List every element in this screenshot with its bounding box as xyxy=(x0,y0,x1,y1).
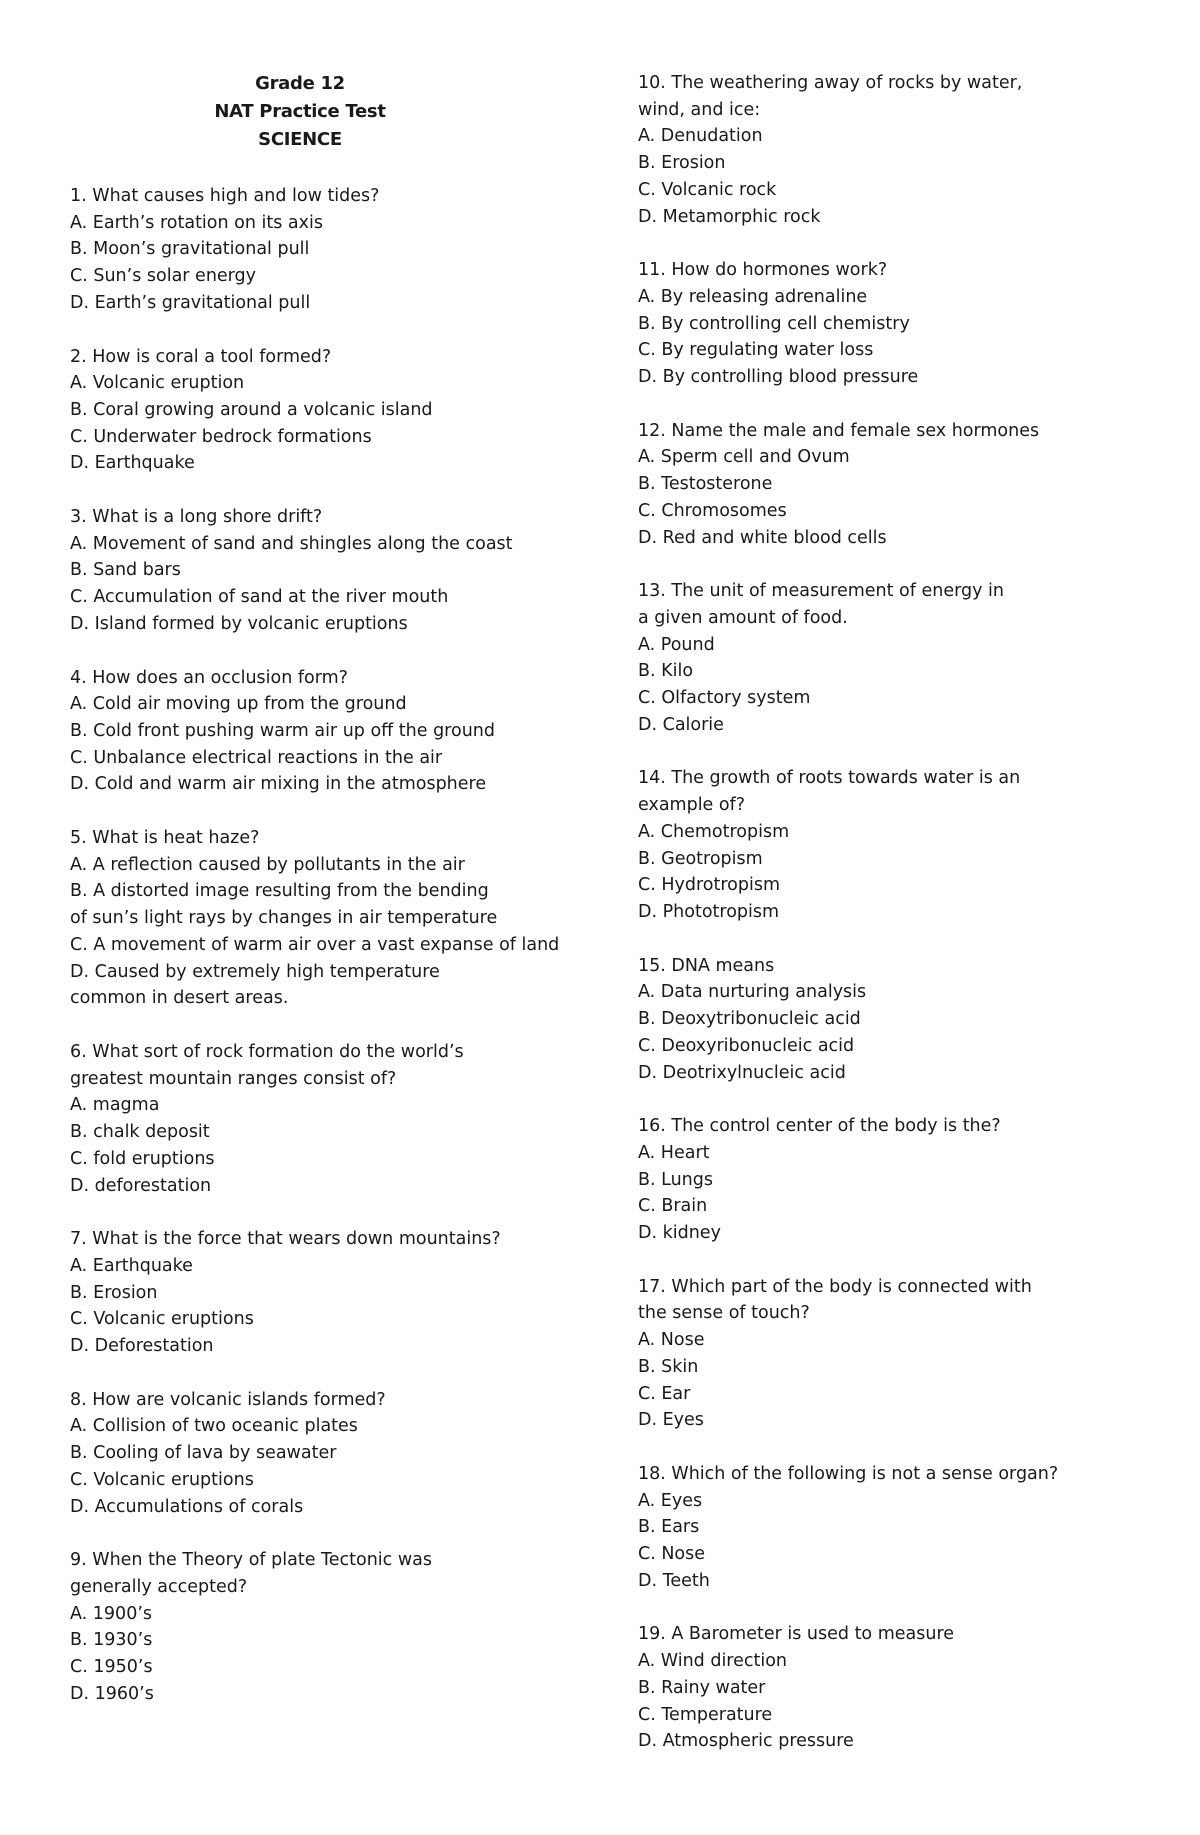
answer-option-c[interactable]: C. Sun’s solar energy xyxy=(70,266,257,287)
answer-option-a[interactable]: A. Movement of sand and shingles along the coast xyxy=(70,533,513,554)
question-text: 5. What is heat haze? xyxy=(70,828,260,849)
answer-option-d[interactable]: D. Cold and warm air mixing in the atmosphere xyxy=(70,774,487,795)
question-text: 2. How is coral a tool formed? xyxy=(70,346,332,367)
answer-option-d[interactable]: D. Earth’s gravitational pull xyxy=(70,292,311,313)
question-3 xyxy=(70,504,570,638)
answer-option-b[interactable]: B. Erosion xyxy=(70,1282,158,1303)
test-title: NAT Practice Test xyxy=(214,101,386,122)
answer-option-b[interactable]: B. Skin xyxy=(638,1356,699,1377)
question-7 xyxy=(70,1226,570,1360)
question-16 xyxy=(638,1113,1138,1247)
question-19 xyxy=(638,1621,1138,1755)
question-text: 8. How are volcanic islands formed? xyxy=(70,1389,386,1410)
answer-option-c[interactable]: C. Ear xyxy=(638,1383,691,1404)
question-text: 9. When the Theory of plate Tectonic was generally accepted? xyxy=(70,1550,433,1597)
question-4 xyxy=(70,665,570,799)
question-text: 7. What is the force that wears down mountains? xyxy=(70,1229,501,1250)
answer-option-a[interactable]: A. Cold air moving up from the ground xyxy=(70,694,407,715)
answer-option-a[interactable]: A. Earthquake xyxy=(70,1255,193,1276)
answer-option-a[interactable]: A. Collision of two oceanic plates xyxy=(70,1416,358,1437)
answer-option-a[interactable]: A. Data nurturing analysis xyxy=(638,982,867,1003)
question-14 xyxy=(638,765,1138,925)
answer-option-d[interactable]: D. Metamorphic rock xyxy=(638,206,821,227)
answer-option-b[interactable]: B. chalk deposit xyxy=(70,1122,210,1143)
answer-option-a[interactable]: A. Sperm cell and Ovum xyxy=(638,447,850,468)
answer-option-a[interactable]: A. 1900’s xyxy=(70,1603,153,1624)
answer-option-d[interactable]: D. Red and white blood cells xyxy=(638,527,887,548)
answer-option-b[interactable]: B. Sand bars xyxy=(70,560,181,581)
question-text: 10. The weathering away of rocks by water, wind, and ice: xyxy=(638,73,1023,120)
subject-title: SCIENCE xyxy=(258,129,342,150)
answer-option-b[interactable]: B. Cooling of lava by seawater xyxy=(70,1443,337,1464)
answer-option-c[interactable]: C. Accumulation of sand at the river mouth xyxy=(70,587,449,608)
answer-option-d[interactable]: D. Eyes xyxy=(638,1410,704,1431)
answer-option-a[interactable]: A. Pound xyxy=(638,634,715,655)
question-18 xyxy=(638,1461,1138,1595)
answer-option-b[interactable]: B. Moon’s gravitational pull xyxy=(70,239,310,260)
right-column xyxy=(638,70,1138,1782)
answer-option-a[interactable]: A. A reflection caused by pollutants in the air xyxy=(70,854,465,875)
question-9 xyxy=(70,1547,570,1707)
question-text: 1. What causes high and low tides? xyxy=(70,186,380,206)
question-1 xyxy=(70,183,570,317)
answer-option-a[interactable]: A. Denudation xyxy=(638,126,763,147)
answer-option-b[interactable]: B. Ears xyxy=(638,1517,700,1538)
answer-option-c[interactable]: C. fold eruptions xyxy=(70,1148,215,1169)
question-15 xyxy=(638,953,1138,1087)
question-13 xyxy=(638,578,1138,738)
question-5 xyxy=(70,825,570,1012)
answer-option-d[interactable]: D. Deotrixylnucleic acid xyxy=(638,1062,846,1083)
test-header xyxy=(70,70,530,154)
answer-option-d[interactable]: D. Caused by extremely high temperature common in desert areas. xyxy=(70,961,440,1009)
question-10 xyxy=(638,70,1138,230)
question-17 xyxy=(638,1274,1138,1434)
question-2 xyxy=(70,344,570,478)
answer-option-c[interactable]: C. Volcanic eruptions xyxy=(70,1309,254,1330)
answer-option-c[interactable]: C. A movement of warm air over a vast expanse of land xyxy=(70,934,560,955)
answer-option-c[interactable]: C. Underwater bedrock formations xyxy=(70,426,372,447)
answer-option-b[interactable]: B. A distorted image resulting from the bending of sun’s light rays by changes in air temperature xyxy=(70,881,498,929)
answer-option-c[interactable]: C. Volcanic eruptions xyxy=(70,1469,254,1490)
answer-option-b[interactable]: B. Lungs xyxy=(638,1169,713,1190)
question-12 xyxy=(638,418,1138,552)
question-text: 17. Which part of the body is connected with the sense of touch? xyxy=(638,1276,1032,1324)
answer-option-c[interactable]: C. Hydrotropism xyxy=(638,875,780,896)
answer-option-d[interactable]: D. Island formed by volcanic eruptions xyxy=(70,613,408,634)
answer-option-b[interactable]: B. Erosion xyxy=(638,153,726,174)
answer-option-a[interactable]: A. Eyes xyxy=(638,1490,703,1511)
question-8 xyxy=(70,1387,570,1521)
answer-option-a[interactable]: A. Nose xyxy=(638,1330,705,1351)
answer-option-d[interactable]: D. Deforestation xyxy=(70,1336,214,1357)
answer-option-a[interactable]: A. magma xyxy=(70,1095,160,1116)
answer-option-c[interactable]: C. Deoxyribonucleic acid xyxy=(638,1035,855,1056)
answer-option-c[interactable]: C. Unbalance electrical reactions in the air xyxy=(70,747,443,768)
answer-option-a[interactable]: A. By releasing adrenaline xyxy=(638,286,868,307)
answer-option-b[interactable]: B. Coral growing around a volcanic island xyxy=(70,399,433,420)
answer-option-d[interactable]: D. By controlling blood pressure xyxy=(638,367,919,388)
answer-option-c[interactable]: C. Olfactory system xyxy=(638,688,811,709)
answer-option-c[interactable]: C. Volcanic rock xyxy=(638,179,777,200)
answer-option-d[interactable]: D. Accumulations of corals xyxy=(70,1496,304,1517)
answer-option-b[interactable]: B. 1930’s xyxy=(70,1630,153,1651)
answer-option-c[interactable]: C. 1950’s xyxy=(70,1657,153,1678)
answer-option-a[interactable]: A. Volcanic eruption xyxy=(70,373,245,394)
answer-option-d[interactable]: D. deforestation xyxy=(70,1175,212,1196)
answer-option-c[interactable]: C. Chromosomes xyxy=(638,500,787,521)
answer-option-b[interactable]: B. Deoxytribonucleic acid xyxy=(638,1009,861,1030)
answer-option-c[interactable]: C. Temperature xyxy=(638,1704,773,1725)
answer-option-b[interactable]: B. Rainy water xyxy=(638,1677,766,1698)
answer-option-b[interactable]: B. Kilo xyxy=(638,661,694,682)
answer-option-d[interactable]: D. 1960’s xyxy=(70,1683,154,1704)
answer-option-b[interactable]: B. Geotropism xyxy=(638,848,763,869)
answer-option-a[interactable]: A. Chemotropism xyxy=(638,821,790,842)
question-text: 12. Name the male and female sex hormones xyxy=(638,420,1040,441)
question-11 xyxy=(638,257,1138,391)
answer-option-a[interactable]: A. Wind direction xyxy=(638,1651,788,1672)
answer-option-c[interactable]: C. Brain xyxy=(638,1196,708,1217)
question-text: 15. DNA means xyxy=(638,955,775,976)
answer-option-b[interactable]: B. Testosterone xyxy=(638,474,773,495)
answer-option-d[interactable]: D. kidney xyxy=(638,1223,721,1244)
answer-option-b[interactable]: B. By controlling cell chemistry xyxy=(638,313,910,334)
question-text: 6. What sort of rock formation do the world’s greatest mountain ranges consist of? xyxy=(70,1041,464,1089)
question-text: 4. How does an occlusion form? xyxy=(70,667,348,688)
question-text: 3. What is a long shore drift? xyxy=(70,507,323,528)
answer-option-b[interactable]: B. Cold front pushing warm air up off the ground xyxy=(70,720,495,741)
answer-option-c[interactable]: C. Nose xyxy=(638,1544,706,1565)
answer-option-c[interactable]: C. By regulating water loss xyxy=(638,340,874,361)
left-column xyxy=(70,70,570,1734)
answer-option-a[interactable]: A. Earth’s rotation on its axis xyxy=(70,212,323,233)
answer-option-d[interactable]: D. Phototropism xyxy=(638,901,780,922)
question-text: 14. The growth of roots towards water is an example of? xyxy=(638,768,1021,816)
question-text: 16. The control center of the body is the? xyxy=(638,1116,1001,1137)
question-text: 19. A Barometer is used to measure xyxy=(638,1624,955,1645)
question-text: 13. The unit of measurement of energy in a given amount of food. xyxy=(638,581,1004,628)
grade-title: Grade 12 xyxy=(255,73,345,94)
question-6 xyxy=(70,1039,570,1199)
answer-option-d[interactable]: D. Earthquake xyxy=(70,453,195,474)
answer-option-d[interactable]: D. Teeth xyxy=(638,1570,710,1591)
question-text: 18. Which of the following is not a sense organ? xyxy=(638,1463,1059,1484)
answer-option-d[interactable]: D. Atmospheric pressure xyxy=(638,1731,854,1752)
answer-option-a[interactable]: A. Heart xyxy=(638,1142,710,1163)
answer-option-d[interactable]: D. Calorie xyxy=(638,714,724,735)
question-text: 11. How do hormones work? xyxy=(638,260,888,281)
